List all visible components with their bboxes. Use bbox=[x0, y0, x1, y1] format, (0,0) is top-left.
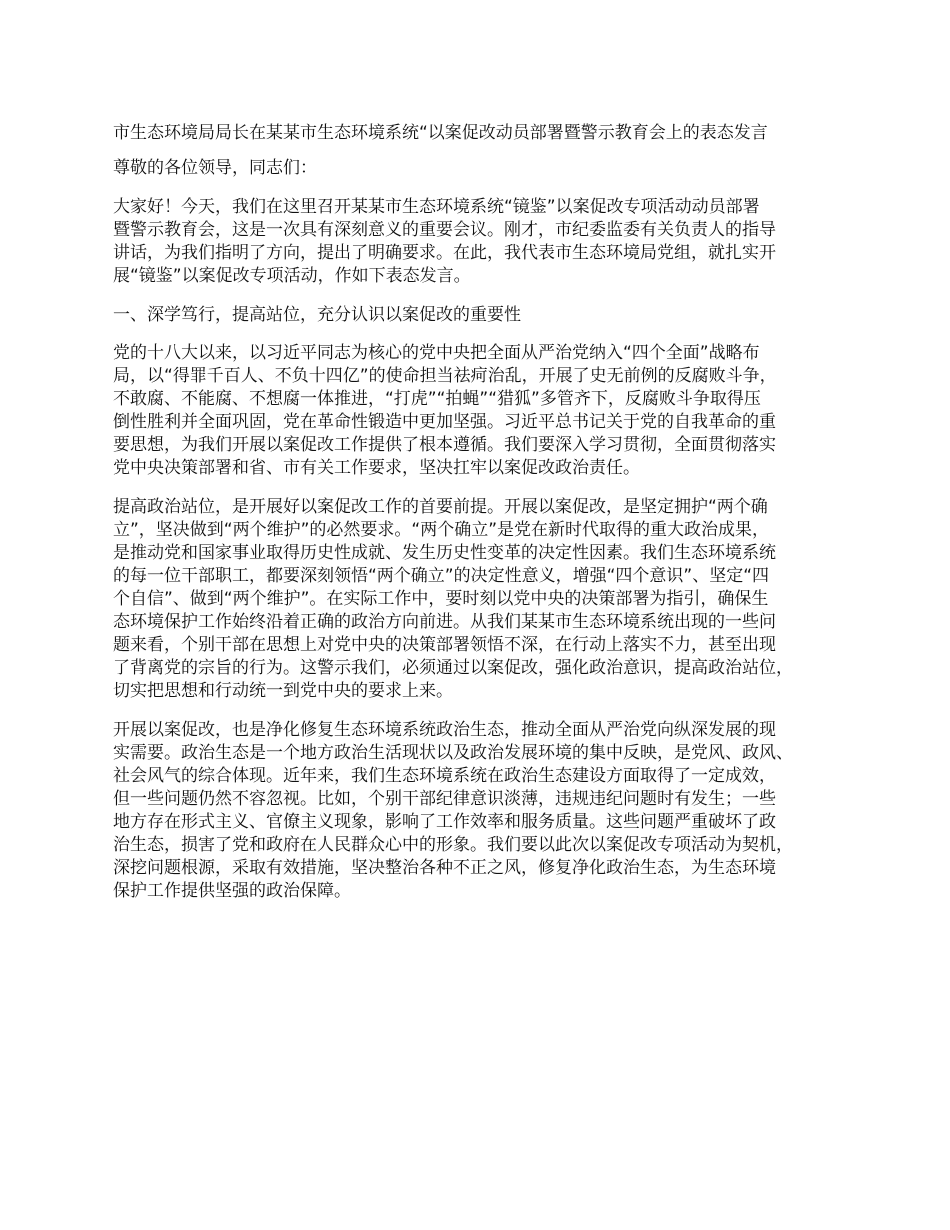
document-page bbox=[113, 122, 853, 919]
salutation: 尊敬的各位领导，同志们： bbox=[113, 158, 317, 178]
paragraph-line: 不敢腐、不能腐、不想腐一体推进，“打虎”“拍蝇”“猎狐”多管齐下，反腐败斗争取得压 bbox=[113, 389, 761, 409]
paragraph-line: 是推动党和国家事业取得历史性成就、发生历史性变革的决定性因素。我们生态环境系统 bbox=[113, 543, 776, 563]
paragraph-line: 局，以“得罪千百人、不负十四亿”的使命担当祛疴治乱，开展了史无前例的反腐败斗争， bbox=[113, 366, 777, 386]
paragraph-line: 了背离党的宗旨的行为。这警示我们，必须通过以案促改，强化政治意识，提高政治站位， bbox=[113, 658, 793, 678]
paragraph-line: 地方存在形式主义、官僚主义现象，影响了工作效率和服务质量。这些问题严重破坏了政 bbox=[113, 812, 776, 832]
paragraph-line: 大家好！今天，我们在这里召开某某市生态环境系统“镜鉴”以案促改专项活动动员部署 bbox=[113, 197, 760, 217]
intro-paragraph bbox=[113, 196, 853, 288]
paragraph-line: 但一些问题仍然不容忽视。比如，个别干部纪律意识淡薄，违规违纪问题时有发生；一些 bbox=[113, 789, 776, 809]
paragraph-line: 要思想，为我们开展以案促改工作提供了根本遵循。我们要深入学习贯彻，全面贯彻落实 bbox=[113, 435, 776, 455]
paragraph-line: 倒性胜利并全面巩固，党在革命性锻造中更加坚强。习近平总书记关于党的自我革命的重 bbox=[113, 412, 776, 432]
paragraph-line: 讲话，为我们指明了方向，提出了明确要求。在此，我代表市生态环境局党组，就扎实开 bbox=[113, 243, 776, 263]
paragraph-line: 保护工作提供坚强的政治保障。 bbox=[113, 881, 351, 901]
paragraph-line: 切实把思想和行动统一到党中央的要求上来。 bbox=[113, 681, 453, 701]
paragraph-line: 暨警示教育会，这是一次具有深刻意义的重要会议。刚才，市纪委监委有关负责人的指导 bbox=[113, 220, 776, 240]
paragraph-line: 的每一位干部职工，都要深刻领悟“两个确立”的决定性意义，增强“四个意识”、坚定“四 bbox=[113, 566, 770, 586]
paragraph-line: 态环境保护工作始终沿着正确的政治方向前进。从我们某某市生态环境系统出现的一些问 bbox=[113, 612, 776, 632]
paragraph-line: 治生态，损害了党和政府在人民群众心中的形象。我们要以此次以案促改专项活动为契机， bbox=[113, 835, 793, 855]
section-heading: 一、深学笃行，提高站位，充分认识以案促改的重要性 bbox=[113, 305, 521, 325]
paragraph-line: 开展以案促改，也是净化修复生态环境系统政治生态，推动全面从严治党向纵深发展的现 bbox=[113, 720, 776, 740]
paragraph-1 bbox=[113, 342, 853, 480]
paragraph-line: 党中央决策部署和省、市有关工作要求，坚决扛牢以案促改政治责任。 bbox=[113, 458, 640, 478]
paragraph-line: 提高政治站位，是开展好以案促改工作的首要前提。开展以案促改，是坚定拥护“两个确 bbox=[113, 497, 768, 517]
paragraph-line: 实需要。政治生态是一个地方政治生活现状以及政治发展环境的集中反映，是党风、政风、 bbox=[113, 743, 793, 763]
paragraph-2 bbox=[113, 496, 853, 703]
paragraph-3 bbox=[113, 719, 853, 903]
document-title: 市生态环境局局长在某某市生态环境系统“以案促改动员部署暨警示教育会上的表态发言 bbox=[113, 123, 768, 143]
paragraph-line: 社会风气的综合体现。近年来，我们生态环境系统在政治生态建设方面取得了一定成效， bbox=[113, 766, 776, 786]
paragraph-line: 党的十八大以来，以习近平同志为核心的党中央把全面从严治党纳入“四个全面”战略布 bbox=[113, 343, 760, 363]
paragraph-line: 立”，坚决做到“两个维护”的必然要求。“两个确立”是党在新时代取得的重大政治成果， bbox=[113, 520, 770, 540]
paragraph-line: 题来看，个别干部在思想上对党中央的决策部署领悟不深，在行动上落实不力，甚至出现 bbox=[113, 635, 776, 655]
paragraph-line: 个自信”、做到“两个维护”。在实际工作中，要时刻以党中央的决策部署为指引，确保生 bbox=[113, 589, 769, 609]
paragraph-line: 展“镜鉴”以案促改专项活动，作如下表态发言。 bbox=[113, 266, 471, 286]
paragraph-line: 深挖问题根源，采取有效措施，坚决整治各种不正之风，修复净化政治生态，为生态环境 bbox=[113, 858, 776, 878]
